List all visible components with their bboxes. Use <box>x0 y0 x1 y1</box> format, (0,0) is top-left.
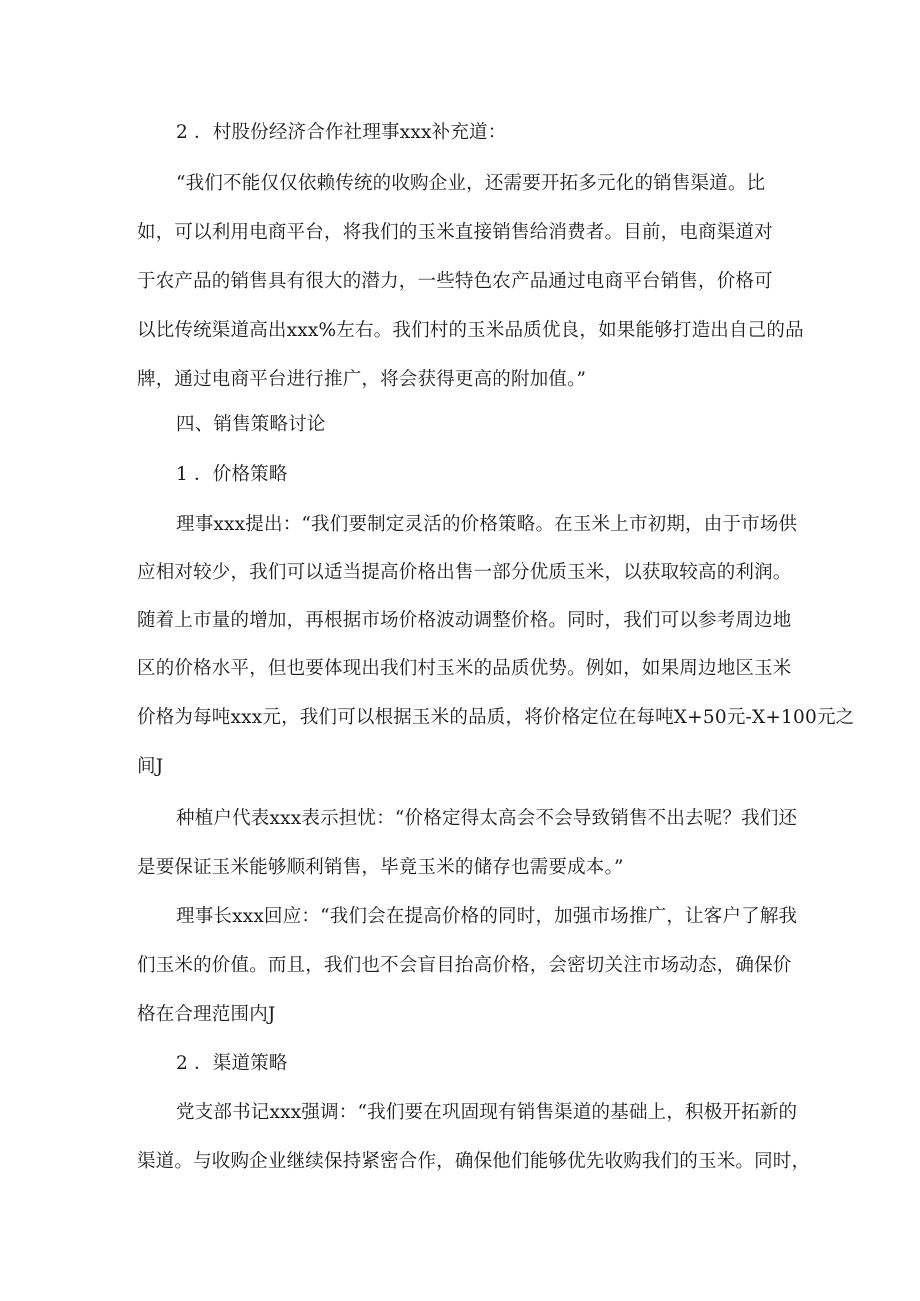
paragraph-line: 渠道。与收购企业继续保持紧密合作，确保他们能够优先收购我们的玉米。同时， <box>137 1151 811 1172</box>
paragraph-line: 区的价格水平，但也要体现出我们村玉米的品质优势。例如，如果周边地区玉米 <box>137 658 792 679</box>
paragraph-line: 们玉米的价值。而且，我们也不会盲目抬高价格，会密切关注市场动态，确保价 <box>137 955 792 976</box>
quote-line: 以比传统渠道高出xxx%左右。我们村的玉米品质优良，如果能够打造出自己的品 <box>137 320 804 341</box>
paragraph-line: 理事长xxx回应：“我们会在提高价格的同时，加强市场推广，让客户了解我 <box>176 906 798 927</box>
paragraph-line: 理事xxx提出：“我们要制定灵活的价格策略。在玉米上市初期，由于市场供 <box>176 514 798 535</box>
paragraph-line: 价格为每吨xxx元，我们可以根据玉米的品质，将价格定位在每吨X+50元-X+100元之 <box>137 707 855 728</box>
paragraph-line: 随着上市量的增加，再根据市场价格波动调整价格。同时，我们可以参考周边地 <box>137 610 792 631</box>
quote-line: 如，可以利用电商平台，将我们的玉米直接销售给消费者。目前，电商渠道对 <box>137 222 773 243</box>
paragraph-line: 间J <box>137 756 164 777</box>
section-4-heading: 四、销售策略讨论 <box>176 414 326 435</box>
quote-line: 于农产品的销售具有很大的潜力，一些特色农产品通过电商平台销售，价格可 <box>137 271 773 292</box>
paragraph-line: 党支部书记xxx强调：“我们要在巩固现有销售渠道的基础上，积极开拓新的 <box>176 1102 798 1123</box>
paragraph-line: 是要保证玉米能够顺利销售，毕竟玉米的储存也需要成本。” <box>137 857 624 878</box>
quote-line: 牌，通过电商平台进行推广，将会获得更高的附加值。” <box>137 369 587 390</box>
quote-line: “我们不能仅仅依赖传统的收购企业，还需要开拓多元化的销售渠道。比 <box>176 173 766 194</box>
paragraph-line: 应相对较少，我们可以适当提高价格出售一部分优质玉米，以获取较高的利润。 <box>137 562 792 583</box>
paragraph-line: 种植户代表xxx表示担忧：“价格定得太高会不会导致销售不出去呢？我们还 <box>176 808 798 829</box>
channel-strategy-heading: 2 ．渠道策略 <box>176 1053 288 1074</box>
paragraph-line: 格在合理范围内J <box>137 1004 276 1025</box>
price-strategy-heading: 1 ．价格策略 <box>176 464 288 485</box>
item-2-heading: 2 ．村股份经济合作社理事xxx补充道： <box>176 122 507 143</box>
